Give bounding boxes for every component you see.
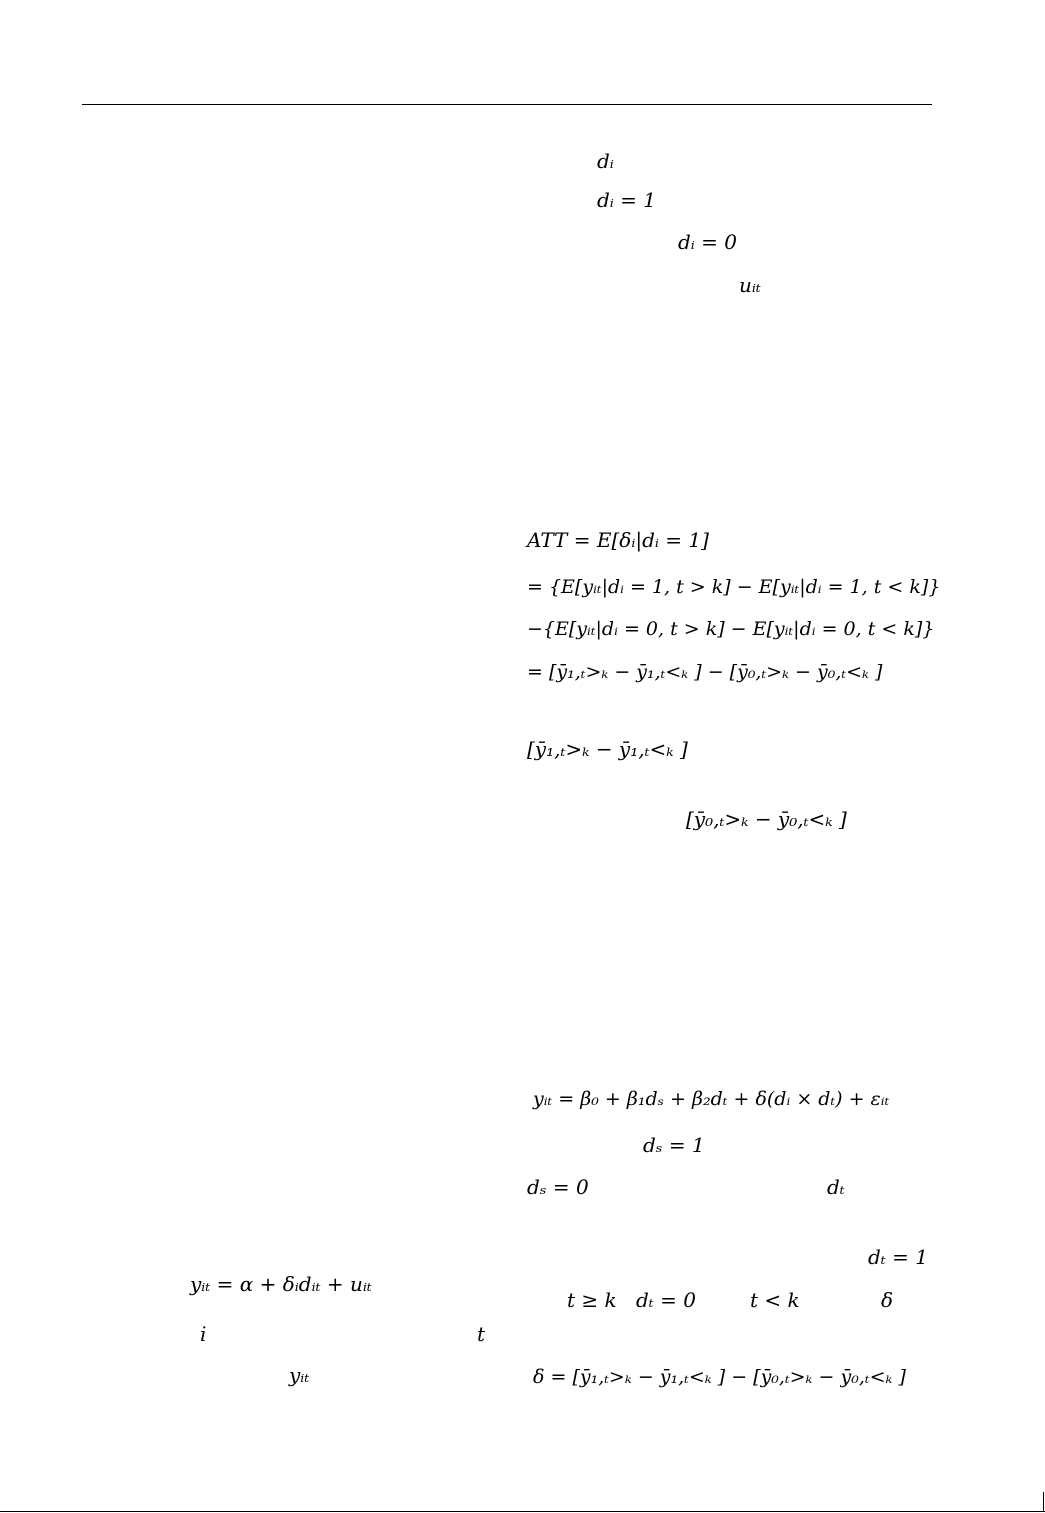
formula-att-line-2: = {E[yᵢₜ|dᵢ = 1, t > k] − E[yᵢₜ|dᵢ = 1, t < k]} [527, 576, 941, 598]
formula-att-line-3: −{E[yᵢₜ|dᵢ = 0, t > k] − E[yᵢₜ|dᵢ = 0, t < k]} [527, 618, 935, 640]
formula-y-it: yᵢₜ [289, 1363, 310, 1387]
footer-rule [0, 1511, 1045, 1512]
formula-basic-model: yᵢₜ = α + δᵢdᵢₜ + uᵢₜ [190, 1272, 372, 1296]
formula-att-line-4: = [ȳ₁,ₜ>ₖ − ȳ₁,ₜ<ₖ ] − [ȳ₀,ₜ>ₖ − ȳ₀,ₜ<ₖ ] [527, 661, 883, 683]
formula-d-i: dᵢ [597, 149, 614, 173]
formula-d-i-eq-0: dᵢ = 0 [678, 230, 738, 254]
formula-d-s-eq-1: dₛ = 1 [643, 1133, 705, 1157]
formula-control-difference: [ȳ₀,ₜ>ₖ − ȳ₀,ₜ<ₖ ] [686, 807, 847, 831]
formula-t-index: t [477, 1322, 486, 1346]
header-rule [82, 104, 932, 105]
formula-d-t-eq-0: dₜ = 0 [636, 1288, 696, 1312]
formula-d-t: dₜ [827, 1175, 845, 1199]
formula-d-i-eq-1: dᵢ = 1 [597, 188, 657, 212]
page-edge-mark [1043, 1492, 1044, 1512]
formula-att-definition: ATT = E[δᵢ|dᵢ = 1] [527, 528, 709, 552]
formula-d-s-eq-0: dₛ = 0 [527, 1175, 589, 1199]
formula-i-index: i [200, 1322, 207, 1346]
formula-t-geq-k: t ≥ k [567, 1288, 617, 1312]
formula-u-it: uᵢₜ [739, 273, 761, 297]
formula-treated-difference: [ȳ₁,ₜ>ₖ − ȳ₁,ₜ<ₖ ] [527, 737, 688, 761]
formula-delta-symbol: δ [881, 1288, 894, 1312]
formula-d-t-eq-1: dₜ = 1 [868, 1245, 928, 1269]
formula-delta-estimate: δ = [ȳ₁,ₜ>ₖ − ȳ₁,ₜ<ₖ ] − [ȳ₀,ₜ>ₖ − ȳ₀,ₜ<ₖ ] [533, 1366, 906, 1388]
formula-t-lt-k: t < k [750, 1288, 800, 1312]
formula-did-regression: yᵢₜ = β₀ + β₁dₛ + β₂dₜ + δ(dᵢ × dₜ) + εᵢₜ [533, 1088, 890, 1110]
